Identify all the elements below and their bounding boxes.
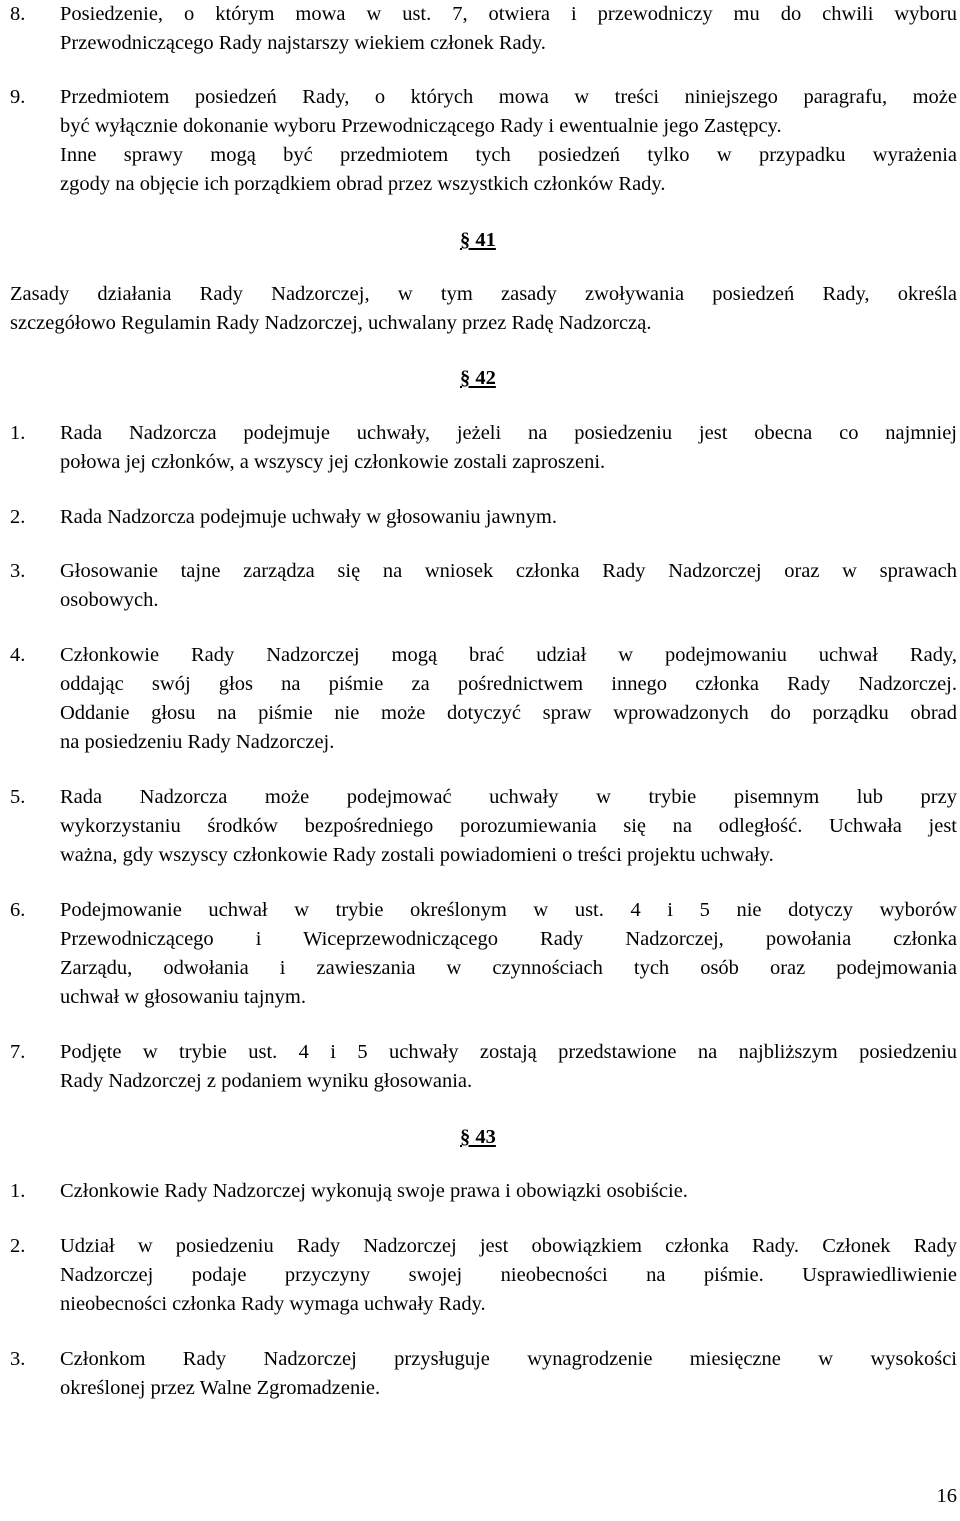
text-line: określonej przez Walne Zgromadzenie.: [60, 1377, 381, 1399]
text-line: Zasady działania Rady Nadzorczej, w tym zasady zwoływania posiedzeń Rady, określa: [10, 283, 957, 305]
text-line: wykorzystaniu środków bezpośredniego porozumiewania się na odległość. Uchwała jest: [60, 815, 957, 837]
text-line: Członkom Rady Nadzorczej przysługuje wynagrodzenie miesięczne w wysokości: [60, 1348, 957, 1370]
section-heading-41: § 41: [460, 229, 496, 251]
text-line: oddając swój głos na piśmie za pośrednictwem innego członka Rady Nadzorczej.: [60, 673, 957, 695]
text-line: Członkowie Rady Nadzorczej wykonują swoje prawa i obowiązki osobiście.: [60, 1180, 688, 1202]
text-line: zgody na objęcie ich porządkiem obrad przez wszystkich członków Rady.: [60, 173, 666, 195]
paragraph-inne: [60, 141, 957, 199]
text-line: Rada Nadzorcza podejmuje uchwały, jeżeli na posiedzeniu jest obecna co najmniej: [60, 422, 957, 444]
list-item-42-5: [10, 783, 957, 870]
text-line: być wyłącznie dokonanie wyboru Przewodniczącego Rady i ewentualnie jego Zastępcy.: [60, 115, 782, 137]
text-line: nieobecności członka Rady wymaga uchwały Rady.: [60, 1293, 486, 1315]
text-line: Udział w posiedzeniu Rady Nadzorczej jest obowiązkiem członka Rady. Członek Rady: [60, 1235, 957, 1257]
item-text: [60, 0, 957, 58]
list-item-42-6: [10, 896, 957, 1012]
text-line: Oddanie głosu na piśmie nie może dotyczyć spraw wprowadzonych do porządku obrad: [60, 702, 957, 724]
list-item-43-1: [10, 1177, 957, 1206]
item-number: 1.: [10, 1180, 26, 1202]
list-item-9: [10, 83, 957, 141]
item-text: [60, 1038, 957, 1096]
text-line: na posiedzeniu Rady Nadzorczej.: [60, 731, 335, 753]
item-text: [60, 557, 957, 615]
page-number: 16: [936, 1485, 957, 1507]
text-line: Członkowie Rady Nadzorczej mogą brać udział w podejmowaniu uchwał Rady,: [60, 644, 957, 666]
item-number: 3.: [10, 560, 26, 582]
text-line: Przewodniczącego Rady najstarszy wiekiem członek Rady.: [60, 32, 546, 54]
item-number: 3.: [10, 1348, 26, 1370]
item-text: [60, 1345, 957, 1403]
text-line: Rada Nadzorcza podejmuje uchwały w głosowaniu jawnym.: [60, 506, 557, 528]
section-heading-43: § 43: [460, 1126, 496, 1148]
text-line: Rady Nadzorczej z podaniem wyniku głosowania.: [60, 1070, 473, 1092]
text-line: uchwał w głosowaniu tajnym.: [60, 986, 306, 1008]
item-number: 2.: [10, 1235, 26, 1257]
text-line: Głosowanie tajne zarządza się na wniosek członka Rady Nadzorczej oraz w sprawach: [60, 560, 957, 582]
item-number: 9.: [10, 86, 26, 108]
text-line: połowa jej członków, a wszyscy jej członkowie zostali zaproszeni.: [60, 451, 606, 473]
text-line: szczegółowo Regulamin Rady Nadzorczej, uchwalany przez Radę Nadzorczą.: [10, 312, 652, 334]
list-item-42-4: [10, 641, 957, 757]
item-text: [60, 896, 957, 1012]
list-item-42-1: [10, 419, 957, 477]
item-number: 4.: [10, 644, 26, 666]
list-item-42-2: [10, 503, 957, 532]
text-line: osobowych.: [60, 589, 159, 611]
text-line: Podjęte w trybie ust. 4 i 5 uchwały zostają przedstawione na najbliższym posiedzeniu: [60, 1041, 957, 1063]
item-text: [60, 641, 957, 757]
paragraph-41: [10, 280, 957, 338]
item-text: [60, 419, 957, 477]
text-line: Nadzorczej podaje przyczyny swojej nieobecności na piśmie. Usprawiedliwienie: [60, 1264, 957, 1286]
item-number: 1.: [10, 422, 26, 444]
text-line: Rada Nadzorcza może podejmować uchwały w trybie pisemnym lub przy: [60, 786, 957, 808]
item-text: [60, 783, 957, 870]
section-heading-42: § 42: [460, 367, 496, 389]
list-item-43-2: [10, 1232, 957, 1319]
text-line: Zarządu, odwołania i zawieszania w czynnościach tych osób oraz podejmowania: [60, 957, 957, 979]
item-number: 2.: [10, 506, 26, 528]
text-line: Przedmiotem posiedzeń Rady, o których mowa w treści niniejszego paragrafu, może: [60, 86, 957, 108]
text-line: Podejmowanie uchwał w trybie określonym w ust. 4 i 5 nie dotyczy wyborów: [60, 899, 957, 921]
item-number: 6.: [10, 899, 26, 921]
item-number: 8.: [10, 3, 26, 25]
list-item-42-3: [10, 557, 957, 615]
text-line: Posiedzenie, o którym mowa w ust. 7, otwiera i przewodniczy mu do chwili wyboru: [60, 3, 957, 25]
item-number: 5.: [10, 786, 26, 808]
text-line: Przewodniczącego i Wiceprzewodniczącego Rady Nadzorczej, powołania członka: [60, 928, 957, 950]
item-number: 7.: [10, 1041, 26, 1063]
text-line: ważna, gdy wszyscy członkowie Rady zostali powiadomieni o treści projektu uchwały.: [60, 844, 774, 866]
list-item-43-3: [10, 1345, 957, 1403]
item-text: [60, 83, 957, 141]
list-item-42-7: [10, 1038, 957, 1096]
item-text: [60, 1177, 957, 1206]
text-line: Inne sprawy mogą być przedmiotem tych posiedzeń tylko w przypadku wyrażenia: [60, 144, 957, 166]
list-item-8: [10, 0, 957, 58]
item-text: [60, 1232, 957, 1319]
item-text: [60, 503, 957, 532]
